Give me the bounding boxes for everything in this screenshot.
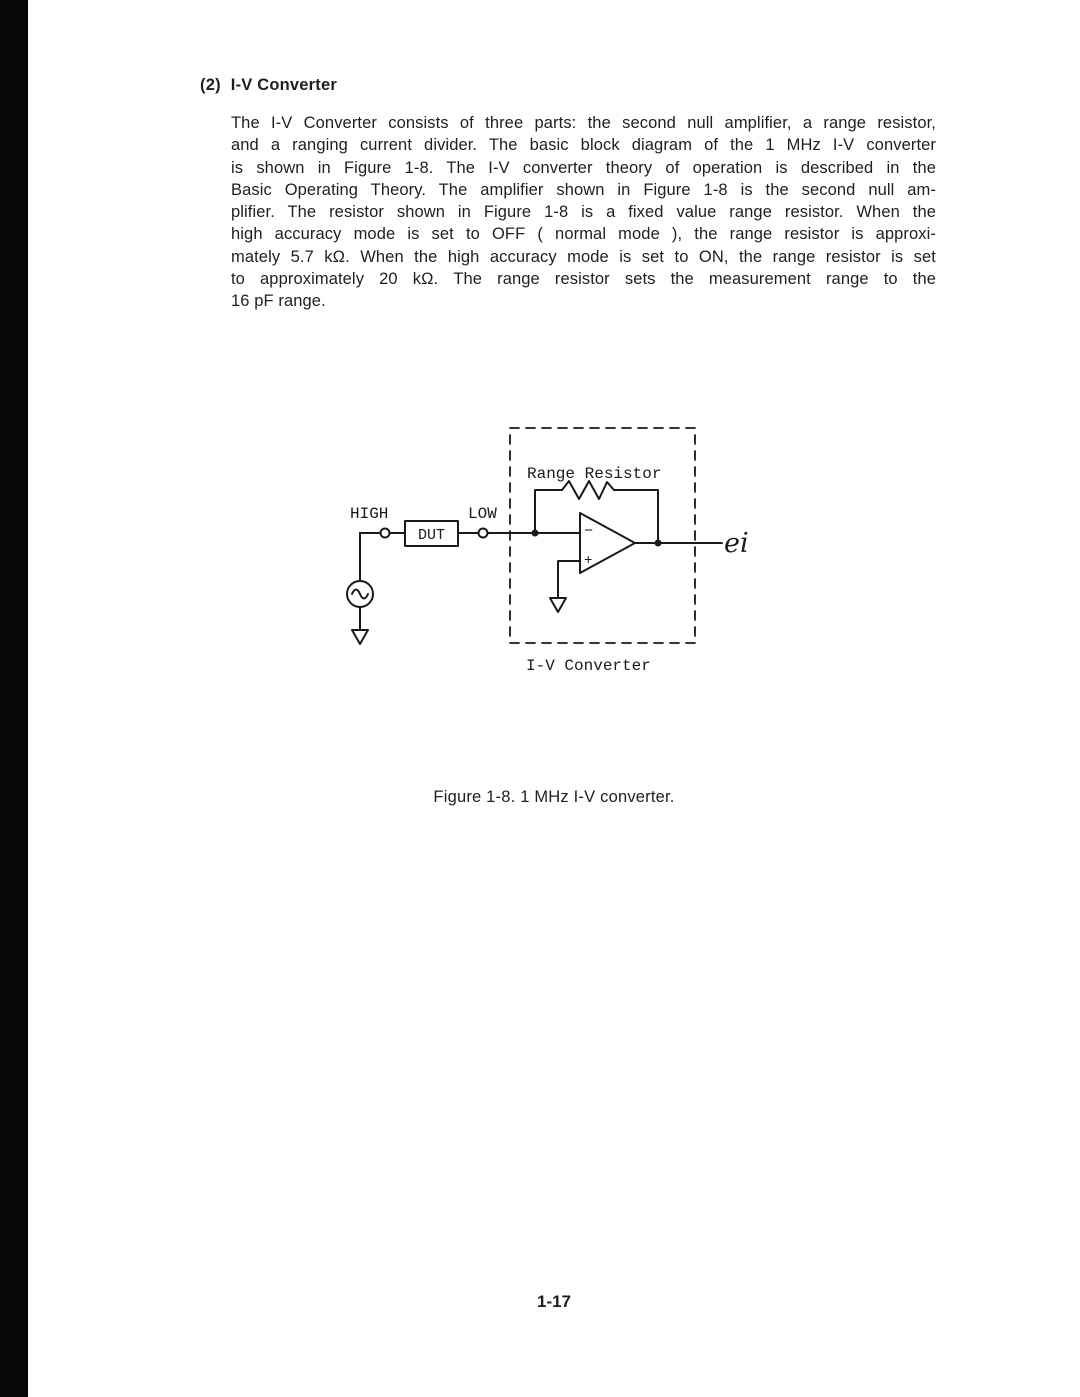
page-number: 1-17 [536,1292,572,1311]
body-paragraph [231,112,936,313]
body-line: plifier. The resistor shown in Figure 1-8 is a fixed value range resistor. When the [231,203,936,222]
input-junction-dot [532,530,539,537]
op-amp-minus-sign: − [584,523,594,540]
resistor-symbol [562,481,614,499]
section-number: (2) [200,76,221,94]
body-line: and a ranging current divider. The basic block diagram of the 1 MHz I-V converter [231,136,936,155]
body-line: The I-V Converter consists of three parts: the second null amplifier, a range resistor, [231,114,936,132]
section-title: I-V Converter [230,76,337,94]
section-heading [200,76,337,95]
circuit-diagram [330,418,770,688]
body-line: 16 pF range. [231,292,326,311]
body-line: mately 5.7 kΩ. When the high accuracy mode is set to ON, the range resistor is set [231,247,936,266]
op-amp-plus-sign: + [584,553,593,569]
scan-edge-artifact [0,0,28,1397]
low-terminal-label: LOW [468,505,497,523]
dut-label: DUT [417,527,446,544]
output-voltage-label: ei [724,528,749,559]
body-line: high accuracy mode is set to OFF ( normal mode ), the range resistor is approxi- [231,225,936,244]
op-amp-ground-symbol [550,598,566,612]
range-resistor-label: Range Resistor [527,465,662,483]
figure-caption: Figure 1-8. 1 MHz I-V converter. [433,788,675,806]
high-terminal-circle [381,529,390,538]
high-terminal-label: HIGH [350,505,389,523]
body-line: Basic Operating Theory. The amplifier shown in Figure 1-8 is the second null am- [231,180,936,199]
noninverting-input-wire [558,561,580,598]
iv-converter-label: I-V Converter [526,657,651,675]
body-line: is shown in Figure 1-8. The I-V converter theory of operation is described in the [231,158,936,177]
body-line: to approximately 20 kΩ. The range resistor sets the measurement range to the [231,270,936,289]
low-terminal-circle [479,529,488,538]
output-junction-dot [655,540,662,547]
feedback-wire-left [535,490,562,533]
ground-symbol [352,630,368,644]
